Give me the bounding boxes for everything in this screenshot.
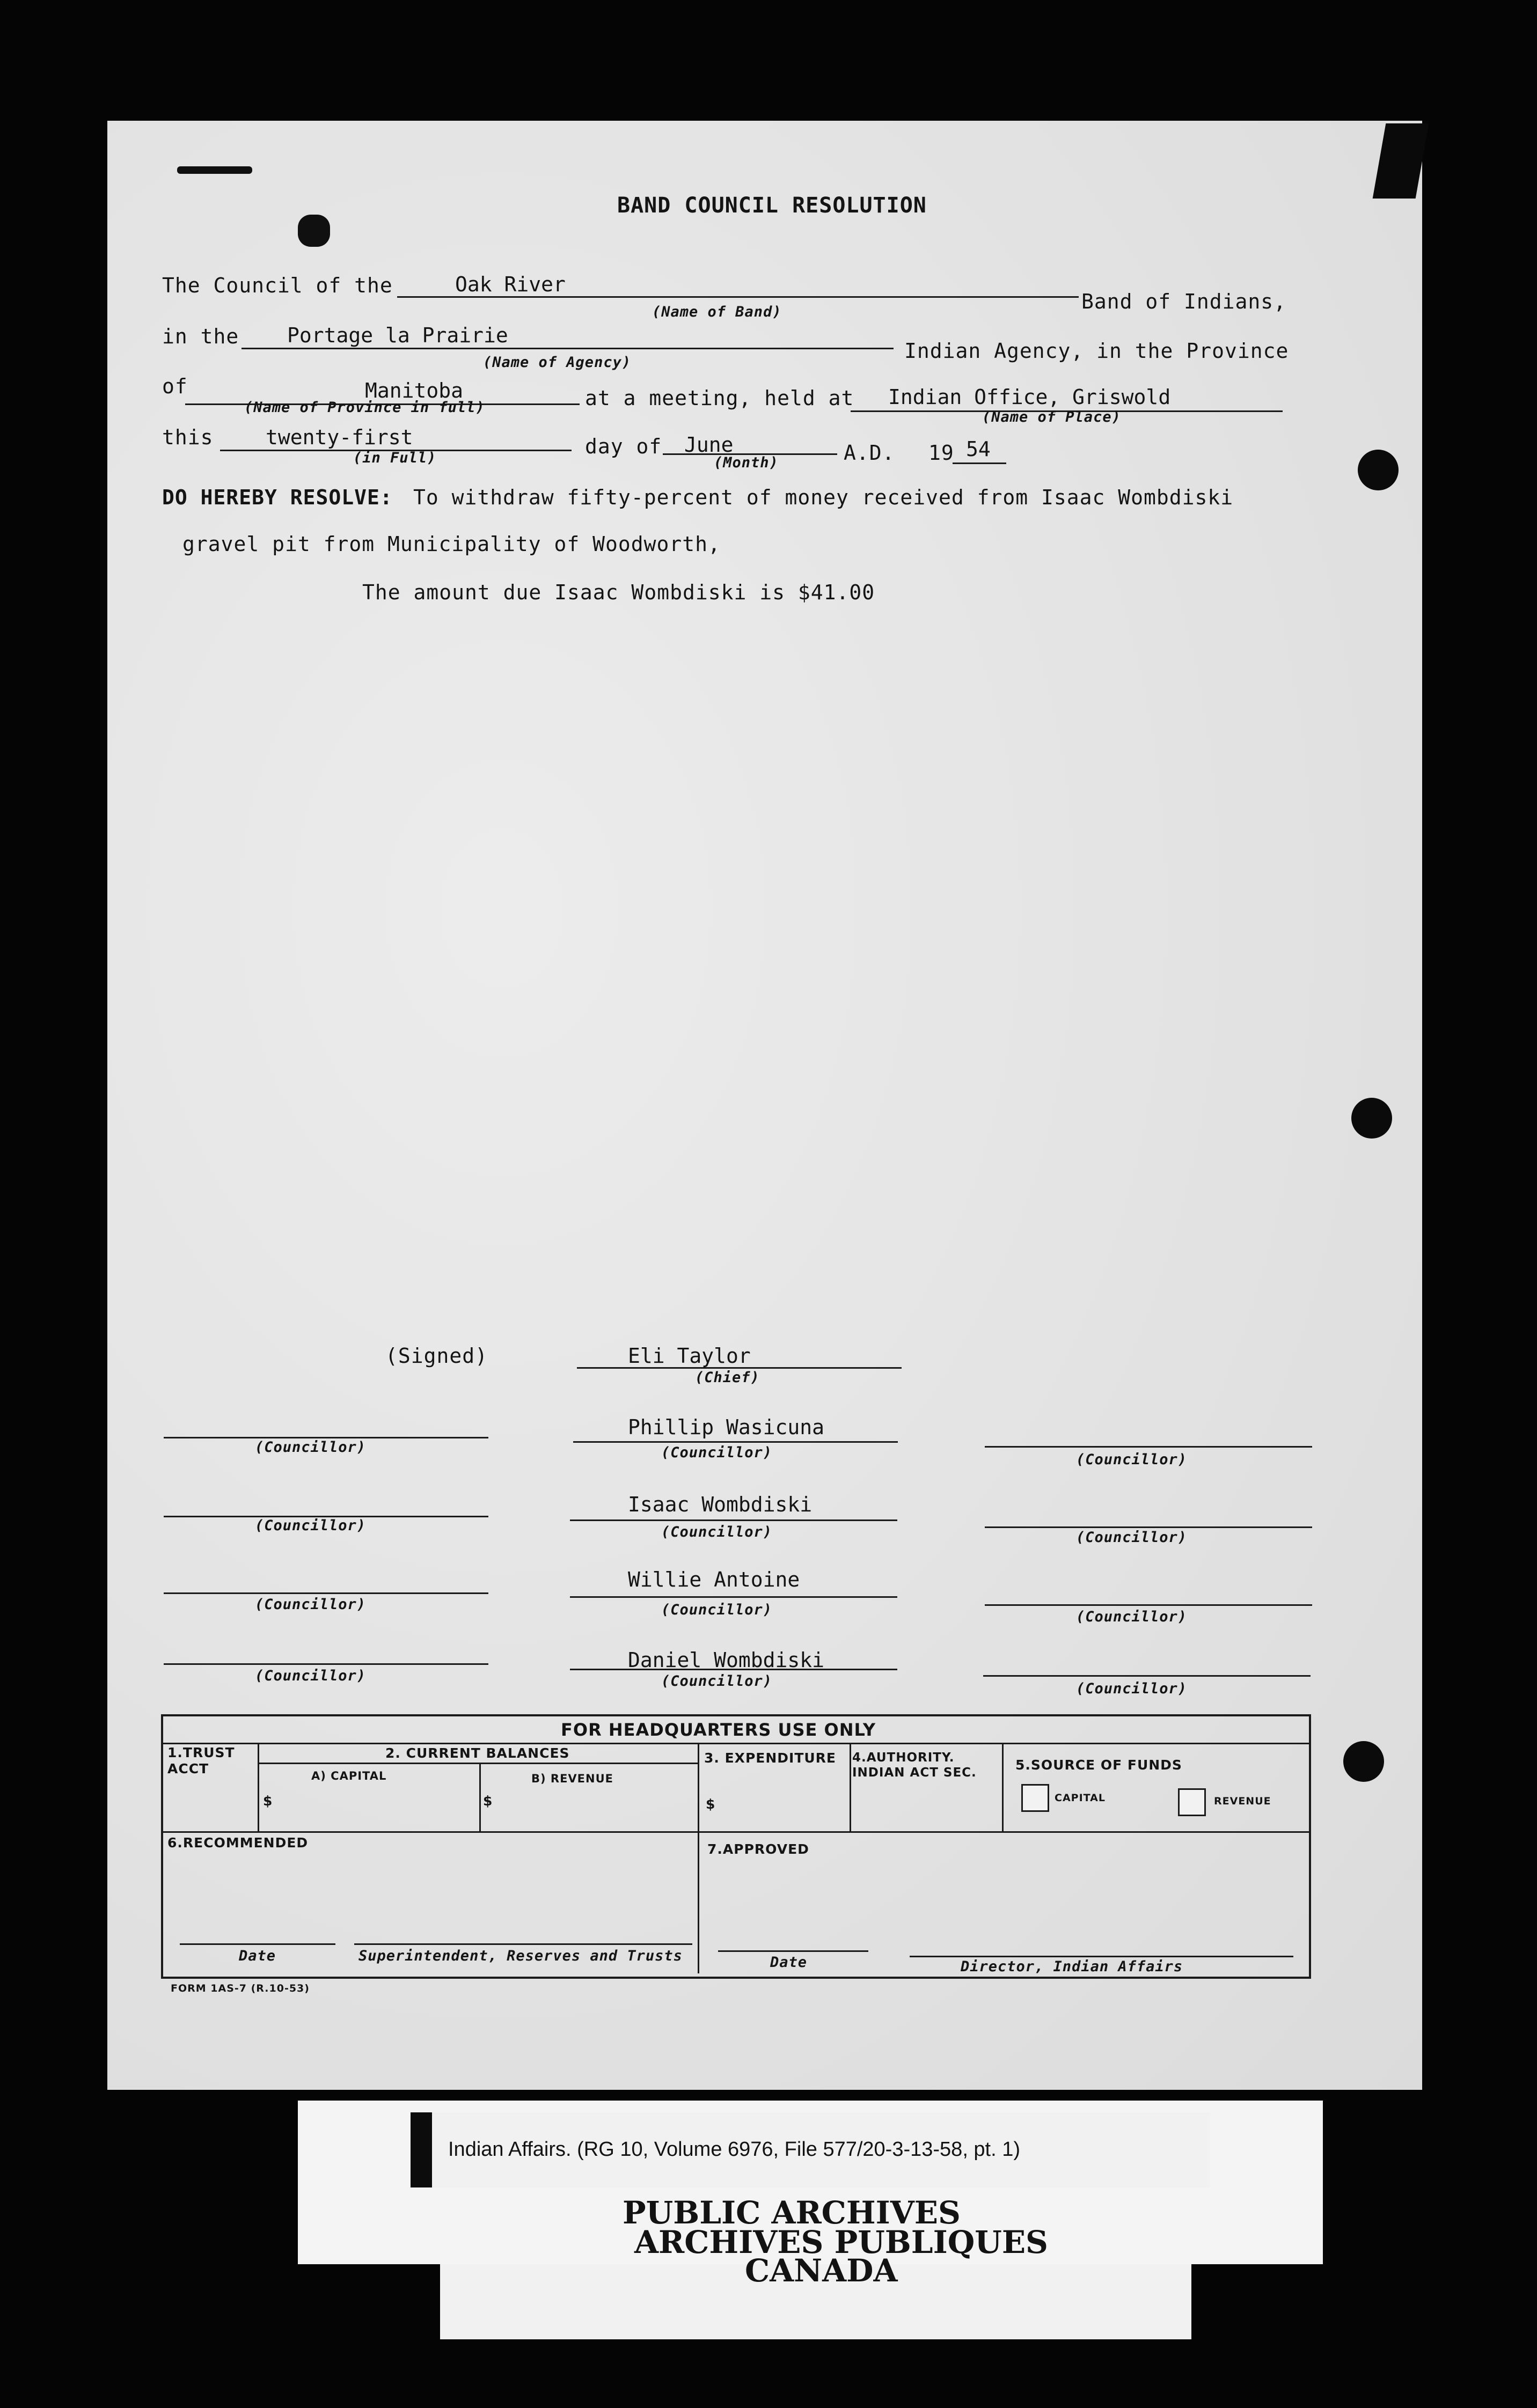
- day-label: day of: [585, 435, 662, 458]
- councillor-line-mid-1: [573, 1441, 898, 1443]
- hq-row-divider: [163, 1831, 1309, 1833]
- councillor-line-mid-4: [570, 1669, 897, 1670]
- source-of-funds-label: 5.SOURCE OF FUNDS: [1015, 1757, 1182, 1773]
- resolution-line-1: To withdraw fifty-percent of money received from Isaac Wombdiski: [413, 486, 1234, 509]
- councillor-caption-mid-2: (Councillor): [661, 1524, 773, 1540]
- form-title: BAND COUNCIL RESOLUTION: [617, 193, 927, 218]
- row2-prefix: in the: [162, 325, 239, 348]
- place-caption: (Name of Place): [982, 409, 1121, 425]
- place: Indian Office, Griswold: [888, 385, 1171, 409]
- councillor-signature-1: Phillip Wasicuna: [628, 1415, 825, 1439]
- hq-balances-divider: [258, 1763, 698, 1764]
- councillor-line-right-3: [985, 1604, 1312, 1606]
- month: June: [684, 433, 734, 457]
- resolve-label: DO HEREBY RESOLVE:: [162, 486, 393, 509]
- agency-name: Portage la Prairie: [287, 324, 508, 347]
- signed-label: (Signed): [385, 1344, 488, 1368]
- superintendent-line: [354, 1943, 692, 1945]
- councillor-line-left-1: [164, 1437, 488, 1438]
- archive-reference: Indian Affairs. (RG 10, Volume 6976, File 577/20-3-13-58, pt. 1): [448, 2138, 1021, 2161]
- row3-prefix: of: [162, 375, 188, 398]
- hq-col-divider-3: [850, 1743, 851, 1831]
- recommended-date-caption: Date: [239, 1948, 276, 1964]
- revenue-checkbox-label: REVENUE: [1214, 1795, 1271, 1807]
- director-line: [910, 1956, 1293, 1957]
- year-line: [953, 462, 1006, 464]
- councillor-signature-3: Willie Antoine: [628, 1568, 800, 1591]
- row1-suffix: Band of Indians,: [1081, 290, 1287, 313]
- councillor-caption-right-3: (Councillor): [1076, 1609, 1188, 1625]
- revenue-checkbox[interactable]: [1178, 1788, 1206, 1816]
- councillor-signature-2: Isaac Wombdiski: [628, 1493, 813, 1516]
- councillor-caption-mid-3: (Councillor): [661, 1602, 773, 1618]
- row4-prefix: this: [162, 425, 214, 449]
- councillor-line-mid-2: [570, 1519, 897, 1521]
- revenue-dollar: $: [483, 1793, 493, 1809]
- band-line: [397, 296, 1079, 298]
- current-balances-label: 2. CURRENT BALANCES: [385, 1745, 570, 1761]
- capital-a-label: A) CAPITAL: [311, 1770, 387, 1782]
- councillor-line-left-3: [164, 1592, 488, 1594]
- capital-checkbox-label: CAPITAL: [1055, 1792, 1106, 1804]
- hq-col-divider-5: [479, 1763, 481, 1831]
- councillor-line-mid-3: [570, 1596, 897, 1598]
- punch-hole-bottom: [1343, 1741, 1384, 1782]
- hq-header-divider: [163, 1743, 1309, 1744]
- councillor-line-right-1: [985, 1446, 1312, 1448]
- hq-col-divider-4: [1002, 1743, 1004, 1831]
- councillor-line-right-4: [983, 1675, 1311, 1677]
- councillor-caption-left-2: (Councillor): [255, 1517, 367, 1534]
- province-caption: (Name of Province in full): [244, 399, 485, 416]
- resolution-line-2: gravel pit from Municipality of Woodworth,: [182, 532, 721, 556]
- approved-date-caption: Date: [770, 1954, 808, 1971]
- province: Manitoba: [365, 379, 464, 402]
- day-caption: (in Full): [353, 450, 437, 466]
- approved-label: 7.APPROVED: [707, 1841, 809, 1857]
- chief-name: Eli Taylor: [628, 1344, 751, 1368]
- councillor-line-left-4: [164, 1663, 488, 1665]
- ink-blot: [298, 215, 330, 247]
- year-suffix: 54: [966, 437, 991, 461]
- authority-label: 4.AUTHORITY. INDIAN ACT SEC.: [852, 1751, 977, 1780]
- recommended-label: 6.RECOMMENDED: [167, 1835, 309, 1851]
- band-caption: (Name of Band): [652, 304, 782, 320]
- resolution-line-3: The amount due Isaac Wombdiski is $41.00: [362, 581, 875, 604]
- councillor-caption-left-1: (Councillor): [255, 1439, 367, 1456]
- ink-mark: [177, 166, 252, 174]
- hq-col-divider-1: [258, 1743, 259, 1831]
- hq-col-divider-2: [698, 1743, 699, 1973]
- expenditure-dollar: $: [706, 1796, 716, 1812]
- public-archives: PUBLIC ARCHIVES: [623, 2194, 961, 2231]
- agency-caption: (Name of Agency): [483, 354, 632, 371]
- row1-prefix: The Council of the: [162, 274, 393, 297]
- superintendent-caption: Superintendent, Reserves and Trusts: [358, 1948, 683, 1964]
- capital-dollar: $: [263, 1793, 273, 1809]
- councillor-caption-mid-4: (Councillor): [661, 1673, 773, 1690]
- row2-suffix: Indian Agency, in the Province: [904, 339, 1289, 363]
- revenue-b-label: B) REVENUE: [531, 1772, 614, 1785]
- capital-checkbox[interactable]: [1021, 1784, 1049, 1812]
- councillor-signature-4: Daniel Wombdiski: [628, 1648, 825, 1672]
- hq-header: FOR HEADQUARTERS USE ONLY: [561, 1720, 876, 1740]
- punch-hole-middle: [1351, 1098, 1392, 1139]
- councillor-caption-mid-1: (Councillor): [661, 1444, 773, 1461]
- chief-caption: (Chief): [695, 1369, 760, 1386]
- punch-hole-top: [1358, 450, 1399, 490]
- year-prefix: 19: [928, 441, 954, 465]
- canada: CANADA: [745, 2252, 898, 2289]
- day: twenty-first: [266, 425, 413, 449]
- councillor-caption-left-3: (Councillor): [255, 1596, 367, 1613]
- trust-acct-label: 1.TRUST ACCT: [167, 1745, 235, 1776]
- councillor-caption-right-2: (Councillor): [1076, 1529, 1188, 1546]
- director-caption: Director, Indian Affairs: [961, 1958, 1183, 1975]
- archives-publiques: ARCHIVES PUBLIQUES: [634, 2224, 1048, 2260]
- form-number: FORM 1AS-7 (R.10-53): [171, 1983, 310, 1994]
- ad-label: A.D.: [844, 441, 895, 465]
- band-name: Oak River: [455, 273, 566, 296]
- recommended-date-line: [180, 1943, 335, 1945]
- councillor-caption-right-1: (Councillor): [1076, 1451, 1188, 1468]
- councillor-caption-right-4: (Councillor): [1076, 1680, 1188, 1697]
- month-caption: (Month): [714, 454, 779, 471]
- councillor-caption-left-4: (Councillor): [255, 1668, 367, 1684]
- approved-date-line: [718, 1950, 868, 1952]
- expenditure-label: 3. EXPENDITURE: [704, 1750, 837, 1766]
- agency-line: [241, 348, 894, 349]
- row3-mid: at a meeting, held at: [585, 386, 854, 410]
- councillor-line-right-2: [985, 1526, 1312, 1528]
